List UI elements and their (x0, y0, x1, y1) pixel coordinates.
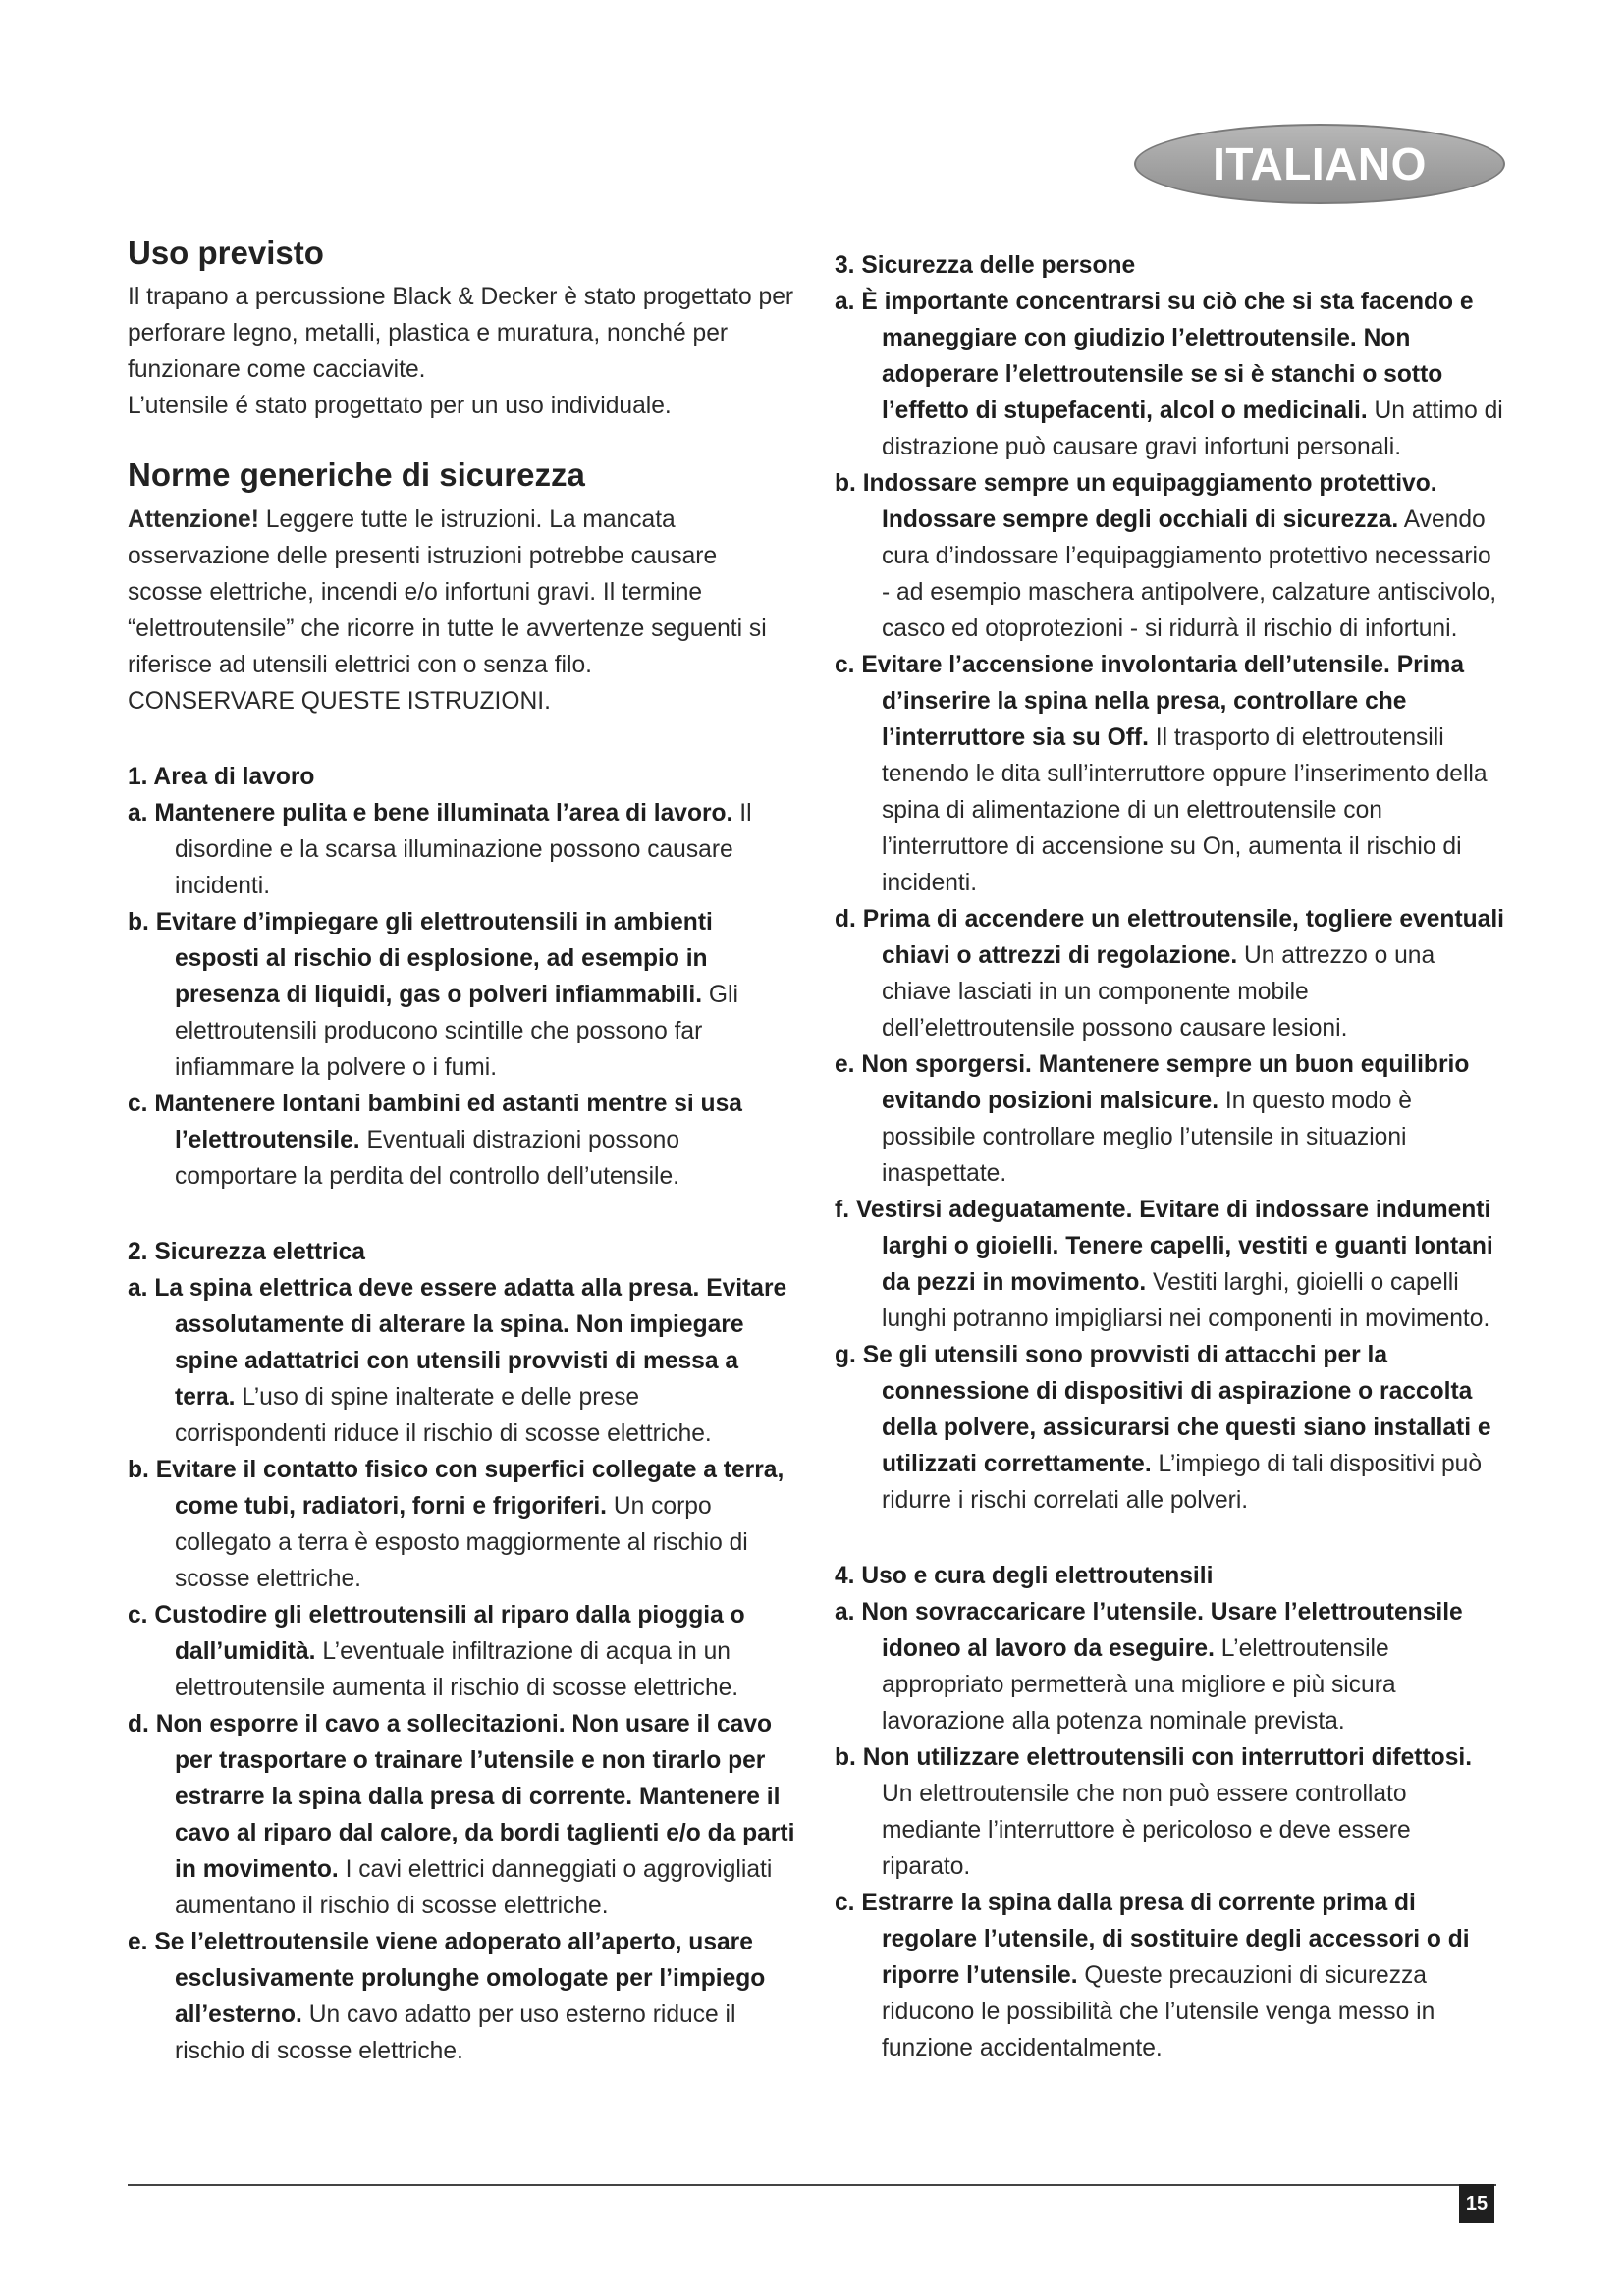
list-item: a. È importante concentrarsi su ciò che si sta facendo e maneggiare con giudizio l’elettroutensile. Non adoperare l’elettroutensile se si è stanchi o sotto l’effetto di stupefacenti, alcol o medicinali. Un attimo di distrazione può causare gravi infortuni personali. (835, 289, 1503, 460)
list-item: a. La spina elettrica deve essere adatta alla presa. Evitare assolutamente di alterare la spina. Non impiegare spine adattatrici con utensili provvisti di messa a terra. L’uso di spine inalterate e delle prese corrispondenti riduce il rischio di scosse elettriche. (128, 1274, 787, 1447)
section-heading-personal-safety: 3. Sicurezza delle persone (835, 252, 1136, 279)
attention-label: Attenzione! (128, 506, 259, 533)
keep-instructions: CONSERVARE QUESTE ISTRUZIONI. (128, 687, 551, 715)
intended-use-title: Uso previsto (128, 235, 324, 271)
list-item: b. Evitare il contatto fisico con superfici collegate a terra, come tubi, radiatori, forni e frigoriferi. Un corpo collegato a terra è esposto maggiormente al rischio di scosse elettriche. (128, 1456, 785, 1592)
list-item: c. Estrarre la spina dalla presa di corrente prima di regolare l’utensile, di sostituire degli accessori o di riporre l’utensile. Queste precauzioni di sicurezza riducono le possibilità che l’utensile venga messo in funzione accidentalmente. (835, 1890, 1470, 2061)
list-item: b. Evitare d’impiegare gli elettroutensili in ambienti esposti al rischio di esplosione, ad esempio in presenza di liquidi, gas o polveri infiammabili. Gli elettroutensili producono scintille che possono far infiammare la polvere o i fumi. (128, 908, 738, 1081)
list-item: d. Prima di accendere un elettroutensile, togliere eventuali chiavi o attrezzi di regolazione. Un attrezzo o una chiave lasciati in un componente mobile dell’elettroutensile possono causare lesioni. (835, 906, 1504, 1041)
language-label: ITALIANO (1213, 138, 1427, 189)
right-column (835, 247, 1504, 2066)
general-safety-title: Norme generiche di sicurezza (128, 456, 585, 494)
list-item: c. Custodire gli elettroutensili al riparo dalla pioggia o dall’umidità. L’eventuale infiltrazione di acqua in un elettroutensile aumenta il rischio di scosse elettriche. (128, 1601, 745, 1701)
left-column (128, 236, 797, 2069)
footer-divider (128, 2184, 1496, 2186)
list-item: f. Vestirsi adeguatamente. Evitare di indossare indumenti larghi o gioielli. Tenere capelli, vestiti e guanti lontani da pezzi in movimento. Vestiti larghi, gioielli o capelli lunghi potranno impigliarsi nei componenti in movimento. (835, 1197, 1493, 1332)
list-item: e. Non sporgersi. Mantenere sempre un buon equilibrio evitando posizioni malsicure. In questo modo è possibile controllare meglio l’utensile in situazioni inaspettate. (835, 1051, 1470, 1187)
language-tab (1134, 124, 1505, 204)
list-item: c. Evitare l’accensione involontaria dell’utensile. Prima d’inserire la spina nella presa, controllare che l’interruttore sia su Off. Il trasporto di elettroutensili tenendo le dita sull’interruttore oppure l’inserimento della spina di alimentazione di un elettroutensile con l’interruttore di accensione su On, aumenta il rischio di incidenti. (835, 652, 1488, 896)
list-item: a. Non sovraccaricare l’utensile. Usare l’elettroutensile idoneo al lavoro da eseguire. L’elettroutensile appropriato permetterà una migliore e più sicura lavorazione alla potenza nominale prevista. (835, 1599, 1463, 1735)
attention-text: Leggere tutte le istruzioni. La mancata osservazione delle presenti istruzioni potrebbe causare scosse elettriche, incendi e/o infortuni gravi. Il termine “elettroutensile” che ricorre in tutte le avvertenze seguenti si riferisce ad utensili elettrici con o senza filo. (128, 506, 767, 678)
section-heading-tool-care: 4. Uso e cura degli elettroutensili (835, 1563, 1214, 1589)
list-item: b. Indossare sempre un equipaggiamento protettivo. Indossare sempre degli occhiali di sicurezza. Avendo cura d’indossare l’equipaggiamento protettivo necessario - ad esempio maschera antipolvere, calzature antiscivolo, casco ed otoprotezioni - si ridurrà il rischio di infortuni. (835, 470, 1497, 642)
list-item: g. Se gli utensili sono provvisti di attacchi per la connessione di dispositivi di aspirazione o raccolta della polvere, assicurarsi che questi siano installati e utilizzati correttamente. L’impiego di tali dispositivi può ridurre i rischi correlati alle polveri. (835, 1342, 1491, 1514)
section-heading-electrical-safety: 2. Sicurezza elettrica (128, 1238, 365, 1265)
intended-use-text: Il trapano a percussione Black & Decker è stato progettato per perforare legno, metalli, plastica e muratura, nonché per funzionare come cacciavite. (128, 284, 794, 384)
section-heading-work-area: 1. Area di lavoro (128, 763, 315, 790)
page-number: 15 (1459, 2184, 1494, 2223)
list-item: d. Non esporre il cavo a sollecitazioni. Non usare il cavo per trasportare o trainare l’utensile e non tirarlo per estrarre la spina dalla presa di corrente. Mantenere il cavo al riparo dal calore, da bordi taglienti e/o da parti in movimento. I cavi elettrici danneggiati o aggrovigliati aumentano il rischio di scosse elettriche. (128, 1710, 795, 1919)
list-item: c. Mantenere lontani bambini ed astanti mentre si usa l’elettroutensile. Eventuali distrazioni possono comportare la perdita del controllo dell’utensile. (128, 1090, 742, 1190)
list-item: a. Mantenere pulita e bene illuminata l’area di lavoro. Il disordine e la scarsa illuminazione possono causare incidenti. (128, 799, 752, 899)
list-item: e. Se l’elettroutensile viene adoperato all’aperto, usare esclusivamente prolunghe omologate per l’impiego all’esterno. Un cavo adatto per uso esterno riduce il rischio di scosse elettriche. (128, 1928, 766, 2064)
individual-use-text: L’utensile é stato progettato per un uso individuale. (128, 393, 672, 420)
attention-paragraph (128, 502, 797, 683)
list-item: b. Non utilizzare elettroutensili con interruttori difettosi. Un elettroutensile che non può essere controllato mediante l’interruttore è pericoloso e deve essere riparato. (835, 1744, 1473, 1880)
